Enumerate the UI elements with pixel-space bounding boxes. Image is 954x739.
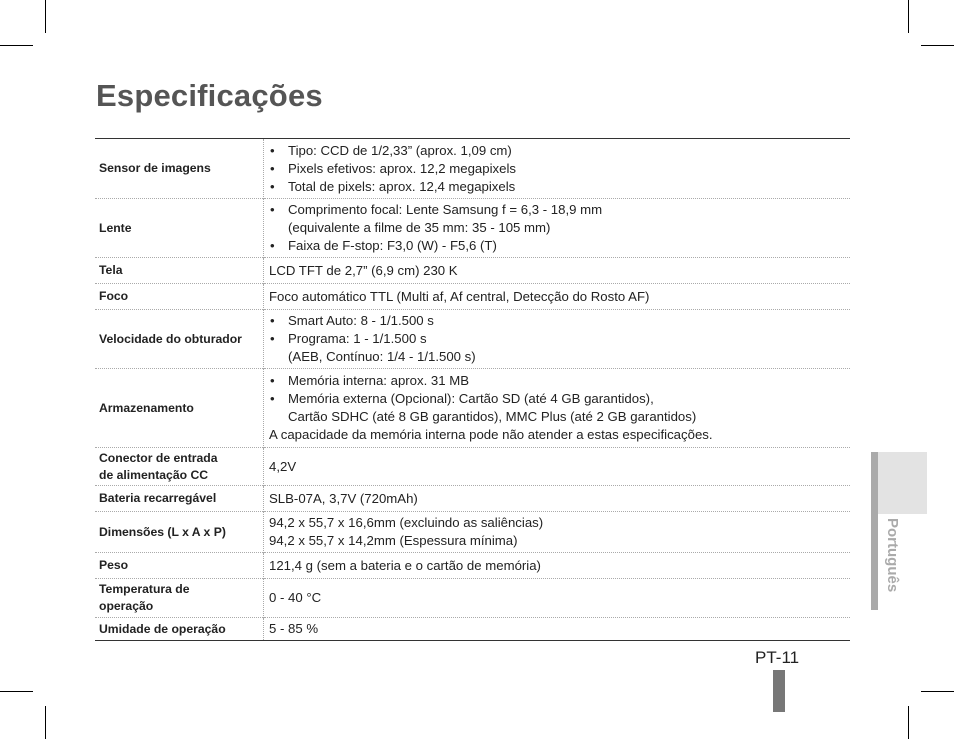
language-tab	[871, 452, 927, 514]
spec-value	[264, 139, 851, 199]
spec-value: 4,2V	[264, 448, 851, 486]
spec-bullet	[269, 201, 845, 237]
language-tab-label: Português	[884, 518, 901, 593]
spec-label-line: Conector de entrada	[99, 450, 218, 465]
spec-bullet-line: • Programa: 1 - 1/1.500 s	[288, 331, 427, 346]
table-row	[95, 258, 850, 284]
table-row	[95, 369, 850, 448]
spec-bullet: • Smart Auto: 8 - 1/1.500 s	[269, 312, 845, 330]
page-number-bar	[773, 670, 785, 712]
spec-table	[95, 138, 850, 641]
crop-mark	[921, 691, 954, 692]
table-row	[95, 199, 850, 258]
crop-mark	[45, 0, 46, 33]
table-row	[95, 553, 850, 579]
table-row	[95, 448, 850, 486]
table-row	[95, 139, 850, 199]
crop-mark	[908, 706, 909, 739]
spec-value-line: 94,2 x 55,7 x 16,6mm (excluindo as saliências)	[269, 515, 544, 530]
spec-label: Dimensões (L x A x P)	[95, 512, 264, 553]
spec-value	[264, 369, 851, 448]
spec-label: Umidade de operação	[95, 618, 264, 641]
spec-bullet: • Total de pixels: aprox. 12,4 megapixels	[269, 178, 845, 196]
spec-value	[264, 199, 851, 258]
table-row	[95, 284, 850, 310]
table-row	[95, 618, 850, 641]
spec-label: Velocidade do obturador	[95, 310, 264, 369]
spec-label-line: Temperatura de	[99, 582, 190, 596]
table-row	[95, 310, 850, 369]
crop-mark	[908, 0, 909, 33]
spec-bullet: • Memória interna: aprox. 31 MB	[269, 372, 845, 390]
spec-label	[95, 448, 264, 486]
spec-label	[95, 579, 264, 618]
spec-bullet-line: (AEB, Contínuo: 1/4 - 1/1.500 s)	[288, 349, 476, 364]
spec-label: Foco	[95, 284, 264, 310]
spec-bullet: • Tipo: CCD de 1/2,33” (aprox. 1,09 cm)	[269, 142, 845, 160]
spec-value	[264, 310, 851, 369]
spec-value: 0 - 40 °C	[264, 579, 851, 618]
crop-mark	[0, 45, 33, 46]
crop-mark	[921, 45, 954, 46]
spec-bullet	[269, 330, 845, 366]
crop-mark	[45, 706, 46, 739]
language-tab-bar	[871, 452, 878, 610]
spec-value-line: 94,2 x 55,7 x 14,2mm (Espessura mínima)	[269, 533, 518, 548]
crop-mark	[0, 691, 33, 692]
spec-bullet	[269, 390, 845, 426]
spec-bullet-line: • Memória externa (Opcional): Cartão SD (até 4 GB garantidos),	[288, 391, 654, 406]
spec-note: A capacidade da memória interna pode não atender a estas especificações.	[269, 427, 713, 442]
spec-value: 121,4 g (sem a bateria e o cartão de memória)	[264, 553, 851, 579]
spec-value	[264, 512, 851, 553]
spec-value: SLB-07A, 3,7V (720mAh)	[264, 486, 851, 512]
spec-bullet-line: (equivalente a filme de 35 mm: 35 - 105 mm)	[288, 220, 551, 235]
spec-label: Bateria recarregável	[95, 486, 264, 512]
table-row	[95, 579, 850, 618]
spec-label: Tela	[95, 258, 264, 284]
spec-label-line: de alimentação CC	[99, 467, 209, 482]
table-row	[95, 512, 850, 553]
spec-label: Sensor de imagens	[95, 139, 264, 199]
spec-bullet: • Pixels efetivos: aprox. 12,2 megapixels	[269, 160, 845, 178]
spec-label: Peso	[95, 553, 264, 579]
page-title: Especificações	[96, 78, 323, 113]
spec-bullet-line: Cartão SDHC (até 8 GB garantidos), MMC Plus (até 2 GB garantidos)	[288, 409, 697, 424]
page-number: PT-11	[755, 648, 800, 667]
spec-label: Armazenamento	[95, 369, 264, 448]
spec-value: LCD TFT de 2,7” (6,9 cm) 230 K	[264, 258, 851, 284]
spec-label-line: operação	[99, 599, 154, 613]
spec-bullet-line: • Comprimento focal: Lente Samsung f = 6,3 - 18,9 mm	[288, 202, 603, 217]
spec-bullet: • Faixa de F-stop: F3,0 (W) - F5,6 (T)	[269, 237, 845, 255]
table-row	[95, 486, 850, 512]
spec-label: Lente	[95, 199, 264, 258]
spec-value: 5 - 85 %	[264, 618, 851, 641]
spec-value: Foco automático TTL (Multi af, Af central, Detecção do Rosto AF)	[264, 284, 851, 310]
